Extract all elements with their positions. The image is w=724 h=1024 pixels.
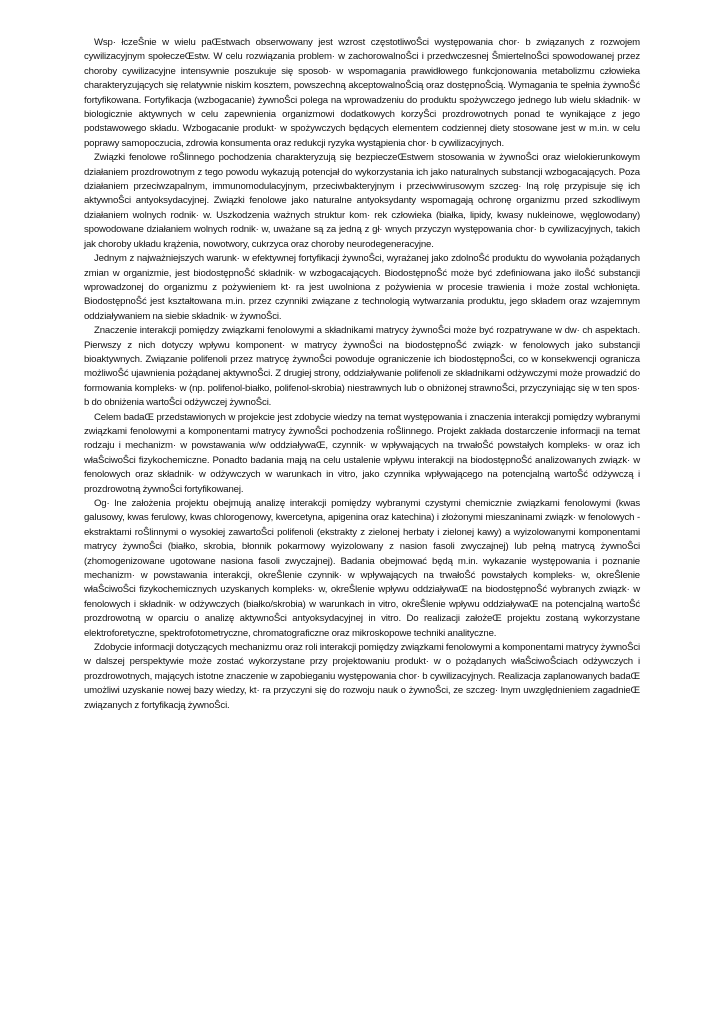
paragraph-2: Związki fenolowe roŜlinnego pochodzenia charakteryzują się bezpieczeŒstwem stosowania w żywnoŜci oraz wielokierunkowym działaniem prozdrowotnym z tego powodu wykazują potencjał do wykorzystania ich jako naturalnych substancji wzbogacających. Poza działaniem przeciwzapalnym, immunomodulacyjnym, przeciwbakteryjnym i przeciwwirusowym szczeg· lną rolę przypisuje się ich aktywnoŜci antyoksydacyjnej. Związki fenolowe jako naturalne antyoksydanty wspomagają ochronę organizmu przed szkodliwym działaniem wolnych rodnik· w. Uszkodzenia ważnych struktur kom· rek człowieka (białka, lipidy, kwasy nukleinowe, węglowodany) spowodowane działaniem wolnych rodnik· w, uważane są za jedną z gł· wnych przyczyn występowania chor· b cywilizacyjnych, takich jak choroby układu krążenia, nowotwory, cukrzyca oraz choroby neurodegeneracyjne. <box>84 152 640 250</box>
paragraph-3: Jednym z najważniejszych warunk· w efektywnej fortyfikacji żywnoŜci, wyrażanej jako zdolnoŜć produktu do wywołania pożądanych zmian w organizmie, jest biodostępnoŜć składnik· w wzbogacających. BiodostępnoŜć może być zdefiniowana jako iloŜć substancji wprowadzonej do organizmu z pożywieniem kt· ra jest uwolniona z pożywienia w procesie trawienia i może zostal wchłonięta. BiodostępnoŜć jest kształtowana m.in. przez czynniki związane z technologią wytwarzania produktu, jego składem oraz wzajemnym oddziaływaniem na siebie składnik· w żywnoŜci. <box>84 253 640 322</box>
paragraph-7: Zdobycie informacji dotyczących mechanizmu oraz roli interakcji pomiędzy związkami fenolowymi a komponentami matrycy żywnoŜci w dalszej perspektywie może zostać wykorzystane przy projektowaniu produkt· w o pożądanych właŜciwoŜciach odżywczych i prozdrowotnych, mających istotne znaczenie w zapobieganiu występowania chor· b cywilizacyjnych. Realizacja zaplanowanych badaŒ umożliwi uzyskanie nowej bazy wiedzy, kt· ra przyczyni się do rozwoju nauk o żywnoŜci, ze szczeg· lnym uwzględnieniem zagadnieŒ związanych z fortyfikacją żywnoŜci. <box>84 642 640 711</box>
paragraph-1: Wsp· łczeŜnie w wielu paŒstwach obserwowany jest wzrost częstotliwoŜci występowania chor· b związanych z rozwojem cywilizacyjnym społeczeŒstw. W celu rozwiązania problem· w zachorowalnoŜci i przedwczesnej ŜmiertelnoŜci spowodowanej przez choroby cywilizacyjne intensywnie poszukuje się sposob· w wspomagania prawidłowego funkcjonowania metabolizmu człowieka charakteryzujących się relatywnie niskim kosztem, powszechną akceptowalnoŜcią oraz dostępnoŜcią. Wymagania te spełnia żywnoŜć fortyfikowana. Fortyfikacja (wzbogacanie) żywnoŜci polega na wprowadzeniu do produktu spożywczego jednego lub wielu składnik· w biologicznie aktywnych w celu zapewnienia organizmowi dodatkowych korzyŜci prozdrowotnych ponad te wynikające z jego podstawowego składu. Wzbogacanie produkt· w spożywczych będących elementem codziennej diety stosowane jest w m.in. w celu poprawy samopoczucia, zdrowia konsumenta oraz redukcji ryzyka wystąpienia chor· b cywilizacyjnych. <box>84 37 640 149</box>
paragraph-5: Celem badaŒ przedstawionych w projekcie jest zdobycie wiedzy na temat występowania i znaczenia interakcji pomiędzy wybranymi związkami fenolowymi a komponentami matrycy żywnoŜci pochodzenia roŜlinnego. Projekt zakłada dostarczenie informacji na temat rodzaju i mechanizm· w powstawania w/w oddziaływaŒ, czynnik· w wpływających na trwałoŜć powstałych kompleks· w oraz ich właŜciwoŜci fizykochemiczne. Ponadto badania mają na celu ustalenie wpływu interakcji na biodostępnoŜć analizowanych związk· w fenolowych oraz składnik· w odżywczych w warunkach in vitro, jako czynnika wpływającego na potencjalną wartoŜć odżywczą i prozdrowotną żywnoŜci fortyfikowanej. <box>84 411 640 495</box>
paragraph-6: Og· lne założenia projektu obejmują analizę interakcji pomiędzy wybranymi czystymi chemicznie związkami fenolowymi (kwas galusowy, kwas ferulowy, kwas chlorogenowy, kwercetyna, apigenina oraz katechina) i złożonymi mieszaninami związk· w fenolowych - ekstraktami roŜlinnymi o wysokiej zawartoŜci polifenoli (ekstrakty z zielonej herbaty i zielonej kawy) a wyizolowanymi komponentami matrycy żywnoŜci (białko, skrobia, błonnik pokarmowy wyizolowany z nasion fasoli zwyczajnej) lub pełną matrycą żywnoŜci (zhomogenizowane ugotowane nasiona fasoli zwyczajnej). Badania obejmować będą m.in. wykazanie występowania i poznanie mechanizm· w powstawania interakcji, okreŜlenie czynnik· w wpływających na trwałoŜć powstałych kompleks· w, okreŜlenie właŜciwoŜci fizykochemicznych uzyskanych kompleks· w, okreŜlenie wpływu oddziaływaŒ na biodostępnoŜć wybranych związk· w fenolowych i składnik· w odżywczych (białko/skrobia) w warunkach in vitro, okreŜlenie wpływu oddziaływaŒ na potencjalną wartoŜć prozdrowotną w oparciu o analizę aktywnoŜci antyoksydacyjnej in vitro. Do realizacji założeŒ projektu zostaną wykorzystane elektroforetyczne, spektrofotometryczne, chromatograficzne oraz mikroskopowe techniki analityczne. <box>84 498 640 639</box>
paragraph-4: Znaczenie interakcji pomiędzy związkami fenolowymi a składnikami matrycy żywnoŜci może być rozpatrywane w dw· ch aspektach. Pierwszy z nich dotyczy wpływu komponent· w matrycy żywnoŜci na biodostępnoŜć związk· w fenolowych jako substancji bioaktywnych. Związanie polifenoli przez matrycę żywnoŜci powoduje ograniczenie ich biodostępnoŜci, co w konsekwencji ogranicza możliwoŜć ujawnienia pożądanej aktywnoŜci. Z drugiej strony, oddziaływanie polifenoli ze składnikami odżywczymi może prowadzić do formowania kompleks· w (np. polifenol-białko, polifenol-skrobia) niestrawnych lub o obniżonej strawnoŜci, przyczyniając się w ten spos· b do obniżenia wartoŜci odżywczej żywnoŜci. <box>84 325 640 409</box>
